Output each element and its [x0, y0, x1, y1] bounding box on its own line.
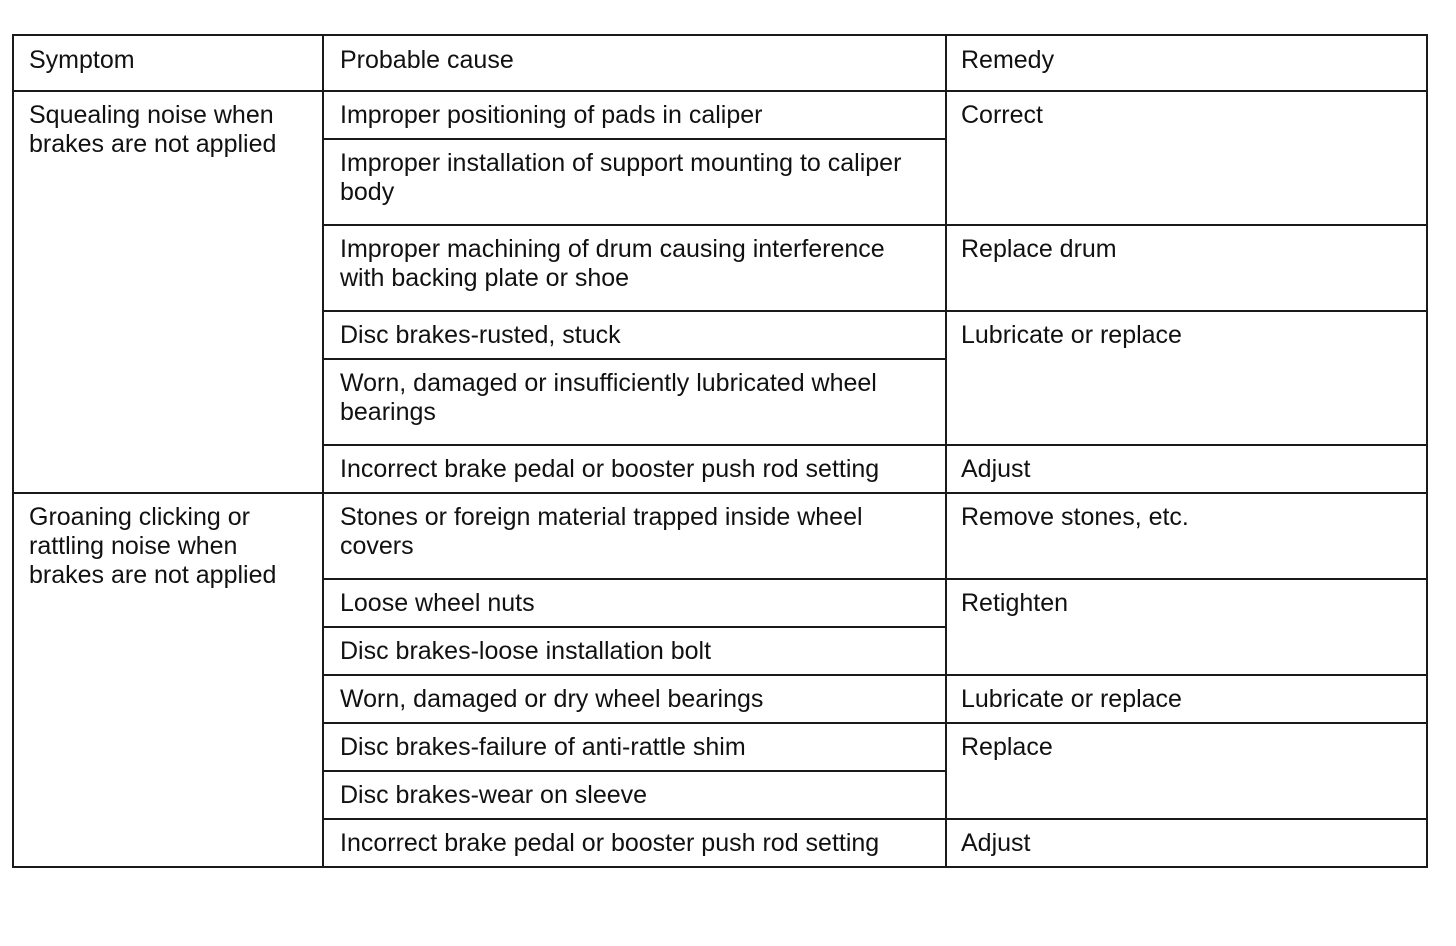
remedy-cell: Lubricate or replace [946, 675, 1427, 723]
symptom-cell: Groaning clicking or rattling noise when brakes are not applied [13, 493, 323, 867]
cause-cell: Disc brakes-failure of anti-rattle shim [323, 723, 946, 771]
header-symptom: Symptom [13, 35, 323, 91]
cause-cell: Improper installation of support mounting to caliper body [323, 139, 946, 225]
remedy-cell: Adjust [946, 445, 1427, 493]
remedy-cell: Replace drum [946, 225, 1427, 311]
remedy-cell: Adjust [946, 819, 1427, 867]
header-remedy: Remedy [946, 35, 1427, 91]
cause-cell: Disc brakes-loose installation bolt [323, 627, 946, 675]
cause-cell: Improper positioning of pads in caliper [323, 91, 946, 139]
cause-cell: Disc brakes-rusted, stuck [323, 311, 946, 359]
remedy-cell: Remove stones, etc. [946, 493, 1427, 579]
remedy-cell: Correct [946, 91, 1427, 225]
table-row [13, 91, 1427, 139]
cause-cell: Improper machining of drum causing interference with backing plate or shoe [323, 225, 946, 311]
cause-cell: Loose wheel nuts [323, 579, 946, 627]
table-row [13, 493, 1427, 579]
cause-cell: Worn, damaged or dry wheel bearings [323, 675, 946, 723]
cause-cell: Incorrect brake pedal or booster push rod setting [323, 819, 946, 867]
remedy-cell: Replace [946, 723, 1427, 819]
symptom-cell: Squealing noise when brakes are not applied [13, 91, 323, 493]
cause-cell: Incorrect brake pedal or booster push rod setting [323, 445, 946, 493]
cause-cell: Worn, damaged or insufficiently lubricated wheel bearings [323, 359, 946, 445]
cause-cell: Disc brakes-wear on sleeve [323, 771, 946, 819]
remedy-cell: Retighten [946, 579, 1427, 675]
remedy-cell: Lubricate or replace [946, 311, 1427, 445]
cause-cell: Stones or foreign material trapped inside wheel covers [323, 493, 946, 579]
header-row [13, 35, 1427, 91]
brake-troubleshooting-table [12, 34, 1428, 868]
header-probable-cause: Probable cause [323, 35, 946, 91]
